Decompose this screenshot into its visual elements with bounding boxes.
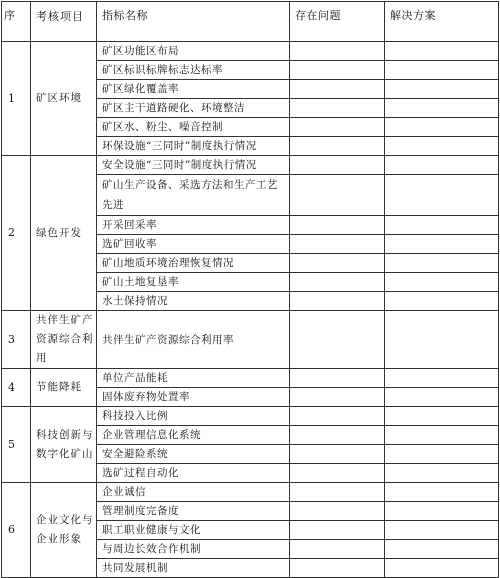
indicator-cell: 环保设施“三同时”制度执行情况 xyxy=(97,137,290,156)
problem-cell[interactable] xyxy=(290,156,385,175)
group-category: 矿区环境 xyxy=(31,42,97,156)
solution-cell[interactable] xyxy=(385,369,499,388)
indicator-cell: 矿山地质环境治理恢复情况 xyxy=(97,254,290,273)
problem-cell[interactable] xyxy=(290,521,385,540)
solution-cell[interactable] xyxy=(385,540,499,559)
table-row xyxy=(2,369,499,388)
indicator-cell: 矿区标识标牌标志达标率 xyxy=(97,61,290,80)
indicator-cell: 企业诚信 xyxy=(97,483,290,502)
group-category: 企业文化与企业形象 xyxy=(31,483,97,578)
solution-cell[interactable] xyxy=(385,137,499,156)
solution-cell[interactable] xyxy=(385,521,499,540)
problem-cell[interactable] xyxy=(290,118,385,137)
solution-cell[interactable] xyxy=(385,156,499,175)
indicator-cell: 职工职业健康与文化 xyxy=(97,521,290,540)
solution-cell[interactable] xyxy=(385,464,499,483)
solution-cell[interactable] xyxy=(385,61,499,80)
header-category: 考核项目 xyxy=(31,2,97,42)
indicator-cell: 管理制度完备度 xyxy=(97,502,290,521)
header-solutions: 解决方案 xyxy=(385,2,499,42)
group-category: 绿色开发 xyxy=(31,156,97,311)
indicator-cell: 共同发展机制 xyxy=(97,559,290,578)
solution-cell[interactable] xyxy=(385,235,499,254)
solution-cell[interactable] xyxy=(385,99,499,118)
solution-cell[interactable] xyxy=(385,175,499,216)
problem-cell[interactable] xyxy=(290,540,385,559)
solution-cell[interactable] xyxy=(385,426,499,445)
group-number: 5 xyxy=(2,407,31,483)
indicator-cell: 单位产品能耗 xyxy=(97,369,290,388)
solution-cell[interactable] xyxy=(385,559,499,578)
problem-cell[interactable] xyxy=(290,61,385,80)
indicator-cell: 安全设施“三同时”制度执行情况 xyxy=(97,156,290,175)
group-number: 2 xyxy=(2,156,31,311)
indicator-cell: 水土保持情况 xyxy=(97,292,290,311)
problem-cell[interactable] xyxy=(290,502,385,521)
group-category: 科技创新与数字化矿山 xyxy=(31,407,97,483)
indicator-cell: 矿区功能区布局 xyxy=(97,42,290,61)
problem-cell[interactable] xyxy=(290,426,385,445)
problem-cell[interactable] xyxy=(290,80,385,99)
indicator-cell: 科技投入比例 xyxy=(97,407,290,426)
solution-cell[interactable] xyxy=(385,407,499,426)
problem-cell[interactable] xyxy=(290,175,385,216)
problem-cell[interactable] xyxy=(290,254,385,273)
solution-cell[interactable] xyxy=(385,273,499,292)
indicator-cell: 固体废弃物处置率 xyxy=(97,388,290,407)
solution-cell[interactable] xyxy=(385,42,499,61)
group-number: 4 xyxy=(2,369,31,407)
problem-cell[interactable] xyxy=(290,273,385,292)
solution-cell[interactable] xyxy=(385,388,499,407)
problem-cell[interactable] xyxy=(290,292,385,311)
problem-cell[interactable] xyxy=(290,216,385,235)
problem-cell[interactable] xyxy=(290,483,385,502)
solution-cell[interactable] xyxy=(385,502,499,521)
group-category: 共伴生矿产资源综合利用 xyxy=(31,311,97,369)
header-indicator: 指标名称 xyxy=(97,2,290,42)
indicator-cell: 矿山生产设备、采选方法和生产工艺先进 xyxy=(97,175,290,216)
solution-cell[interactable] xyxy=(385,216,499,235)
indicator-cell: 企业管理信息化系统 xyxy=(97,426,290,445)
problem-cell[interactable] xyxy=(290,369,385,388)
indicator-cell: 安全避险系统 xyxy=(97,445,290,464)
evaluation-table xyxy=(1,1,499,578)
problem-cell[interactable] xyxy=(290,99,385,118)
problem-cell[interactable] xyxy=(290,407,385,426)
solution-cell[interactable] xyxy=(385,118,499,137)
header-problems: 存在问题 xyxy=(290,2,385,42)
indicator-cell: 开采回采率 xyxy=(97,216,290,235)
problem-cell[interactable] xyxy=(290,445,385,464)
indicator-cell: 矿山土地复垦率 xyxy=(97,273,290,292)
table-row xyxy=(2,311,499,369)
table-row xyxy=(2,42,499,61)
problem-cell[interactable] xyxy=(290,559,385,578)
problem-cell[interactable] xyxy=(290,42,385,61)
solution-cell[interactable] xyxy=(385,483,499,502)
problem-cell[interactable] xyxy=(290,311,385,369)
indicator-cell: 与周边长效合作机制 xyxy=(97,540,290,559)
problem-cell[interactable] xyxy=(290,388,385,407)
solution-cell[interactable] xyxy=(385,445,499,464)
problem-cell[interactable] xyxy=(290,464,385,483)
solution-cell[interactable] xyxy=(385,254,499,273)
header-row xyxy=(2,2,499,42)
indicator-cell: 选矿过程自动化 xyxy=(97,464,290,483)
group-number: 3 xyxy=(2,311,31,369)
table-row xyxy=(2,483,499,502)
indicator-cell: 选矿回收率 xyxy=(97,235,290,254)
indicator-cell: 矿区绿化覆盖率 xyxy=(97,80,290,99)
problem-cell[interactable] xyxy=(290,137,385,156)
indicator-cell: 矿区主干道路硬化、环境整洁 xyxy=(97,99,290,118)
solution-cell[interactable] xyxy=(385,292,499,311)
header-seq: 序 xyxy=(2,2,31,42)
group-number: 1 xyxy=(2,42,31,156)
solution-cell[interactable] xyxy=(385,311,499,369)
problem-cell[interactable] xyxy=(290,235,385,254)
indicator-cell: 矿区水、粉尘、噪音控制 xyxy=(97,118,290,137)
group-category: 节能降耗 xyxy=(31,369,97,407)
solution-cell[interactable] xyxy=(385,80,499,99)
group-number: 6 xyxy=(2,483,31,578)
indicator-cell: 共伴生矿产资源综合利用率 xyxy=(97,311,290,369)
table-row xyxy=(2,407,499,426)
table-row xyxy=(2,156,499,175)
